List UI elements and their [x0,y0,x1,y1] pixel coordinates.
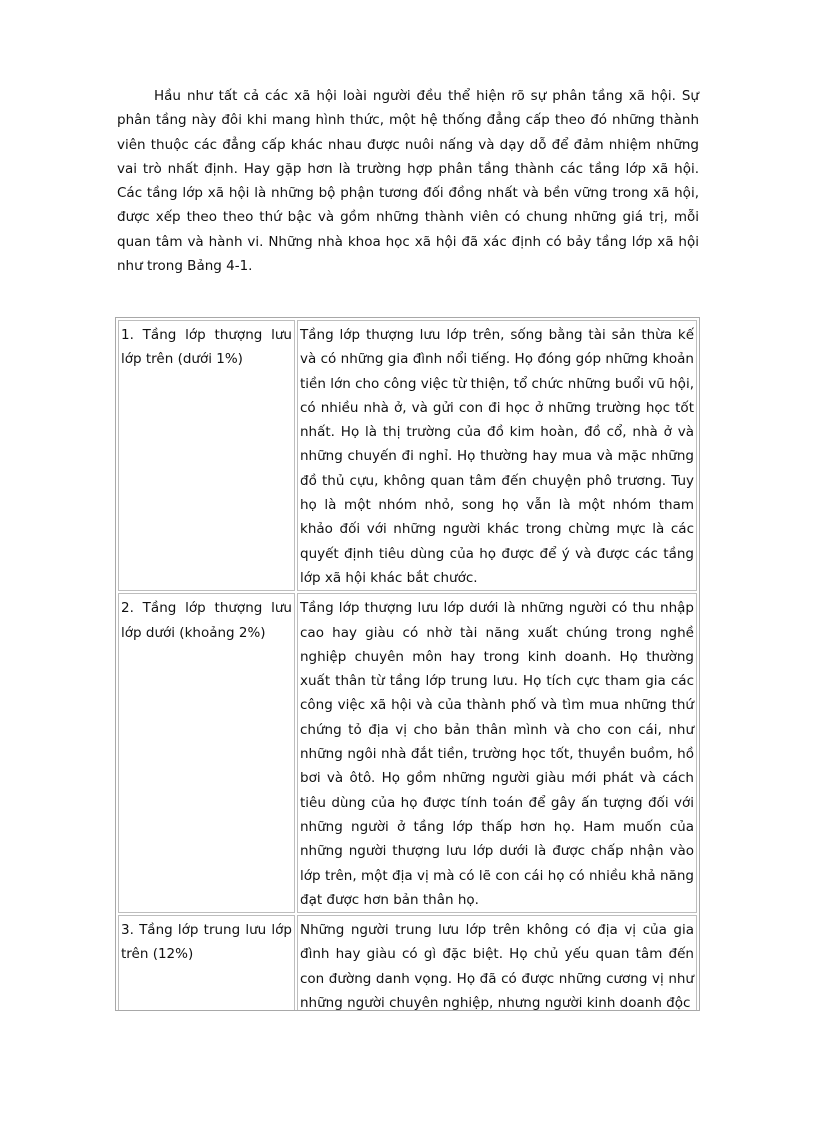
table-row [118,320,697,591]
row-label-cell [118,593,295,913]
intro-paragraph: Hầu như tất cả các xã hội loài người đều thể hiện rõ sự phân tầng xã hội. Sự phân tầng này đôi khi mang hình thức, một hệ thống đẳng cấp theo đó những thành viên thuộc các đẳng cấp khác nhau được nuôi nấng và dạy dỗ để đảm nhiệm những vai trò nhất định. Hay gặp hơn là trường hợp phân tầng thành các tầng lớp xã hội. Các tầng lớp xã hội là những bộ phận tương đối đồng nhất và bền vững trong xã hội, được xếp theo theo thứ bậc và gồm những thành viên có chung những giá trị, mỗi quan tâm và hành vi. Những nhà khoa học xã hội đã xác định có bảy tầng lớp xã hội như trong Bảng 4-1. [117,88,699,275]
class-label: 2. Tầng lớp thượng lưu lớp dưới (khoảng 2%) [121,600,292,641]
table-row [118,915,697,1011]
social-class-table-grid [116,318,699,1011]
social-class-table [115,317,700,1011]
class-label: 3. Tầng lớp trung lưu lớp trên (12%) [121,922,292,963]
row-label-cell [118,320,295,591]
row-description-cell [297,915,697,1011]
row-label-cell [118,915,295,1011]
class-description: Những người trung lưu lớp trên không có địa vị của gia đình hay giàu có gì đặc biệt. Họ chủ yếu quan tâm đến con đường danh vọng. Họ đã có được những cương vị như những người chuyên nghiệp, nhưng người kinh doanh độc [300,922,694,1011]
class-description: Tầng lớp thượng lưu lớp trên, sống bằng tài sản thừa kế và có những gia đình nổi tiếng. Họ đóng góp những khoản tiền lớn cho công việc từ thiện, tổ chức những buổi vũ hội, có nhiều nhà ở, và gửi con đi học ở những trường học tốt nhất. Họ là thị trường của đồ kim hoàn, đồ cổ, nhà ở và những chuyến đi nghỉ. Họ thường hay mua và mặc những đồ thủ cựu, không quan tâm đến chuyện phô trương. Tuy họ là một nhóm nhỏ, song họ vẫn là một nhóm tham khảo đối với những người khác trong chừng mực là các quyết định tiêu dùng của họ được để ý và được các tầng lớp xã hội khác bắt chước. [300,327,694,586]
row-description-cell [297,593,697,913]
table-row [118,593,697,913]
class-description: Tầng lớp thượng lưu lớp dưới là những người có thu nhập cao hay giàu có nhờ tài năng xuất chúng trong nghề nghiệp chuyên môn hay trong kinh doanh. Họ thường xuất thân từ tầng lớp trung lưu. Họ tích cực tham gia các công việc xã hội và của thành phố và tìm mua những thứ chứng tỏ địa vị cho bản thân mình và cho con cái, như những ngôi nhà đắt tiền, trường học tốt, thuyền buồm, hồ bơi và ôtô. Họ gồm những người giàu mới phát và cách tiêu dùng của họ được tính toán để gây ấn tượng đối với những người ở tầng lớp thấp hơn họ. Ham muốn của những người thượng lưu lớp dưới là được chấp nhận vào lớp trên, một địa vị mà có lẽ con cái họ có nhiều khả năng đạt được hơn bản thân họ. [300,600,694,908]
row-description-cell [297,320,697,591]
class-label: 1. Tầng lớp thượng lưu lớp trên (dưới 1%) [121,327,292,368]
